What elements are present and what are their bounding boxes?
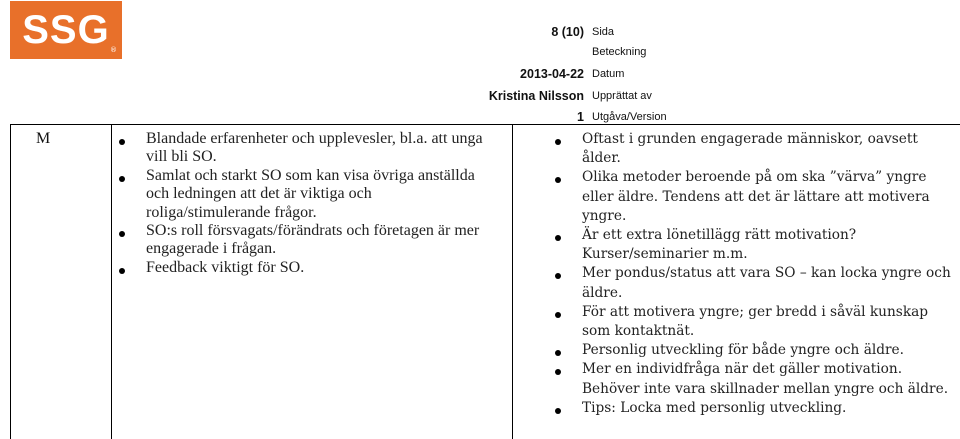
list-item: För att motivera yngre; ger bredd i såväl kunskap som kontaktnät. <box>582 303 954 341</box>
list-item: Oftast i grunden engagerade människor, oavsett ålder. <box>582 130 954 168</box>
list-item: SO:s roll försvagats/förändrats och företagen är mer engagerade i frågan. <box>146 222 498 259</box>
list-item: Mer pondus/status att vara SO – kan locka yngre och äldre. <box>582 264 954 302</box>
registered-mark: ® <box>110 46 117 54</box>
designation-label: Beteckning <box>592 46 647 58</box>
list-item: Mer en individfråga när det gäller motivation. Behöver inte vara skillnader mellan yngre och äldre. <box>582 360 954 398</box>
list-item: Är ett extra lönetillägg rätt motivation? Kurser/seminarier m.m. <box>582 226 954 264</box>
list-item: Olika metoder beroende på om ska ”värva” yngre eller äldre. Tendens att det är lättare att motivera yngre. <box>582 168 954 226</box>
motivation-list <box>582 130 954 418</box>
page-label: Sida <box>592 26 615 38</box>
document-date: 2013-04-22 <box>520 67 584 81</box>
author-label: Upprättat av <box>592 90 652 102</box>
list-item: Samlat och starkt SO som kan visa övriga anställda och ledningen att det är viktiga och roliga/stimulerande frågor. <box>146 167 498 222</box>
ssg-logo <box>10 1 122 59</box>
author-name: Kristina Nilsson <box>488 89 584 103</box>
date-label: Datum <box>592 68 625 80</box>
row-label: M <box>36 130 51 147</box>
column-divider <box>111 125 112 439</box>
list-item: Personlig utveckling för både yngre och äldre. <box>582 341 954 360</box>
list-item: Blandade erfarenheter och upplevesler, bl.a. att unga vill bli SO. <box>146 130 498 167</box>
version-number: 1 <box>577 110 584 124</box>
experience-list <box>146 130 498 277</box>
version-label: Utgåva/Version <box>592 111 667 123</box>
list-item: Tips: Locka med personlig utveckling. <box>582 399 954 418</box>
list-item: Feedback viktigt för SO. <box>146 259 498 277</box>
logo-text: SSG <box>22 8 110 52</box>
page-number: 8 (10) <box>551 25 584 39</box>
column-divider <box>512 125 513 439</box>
